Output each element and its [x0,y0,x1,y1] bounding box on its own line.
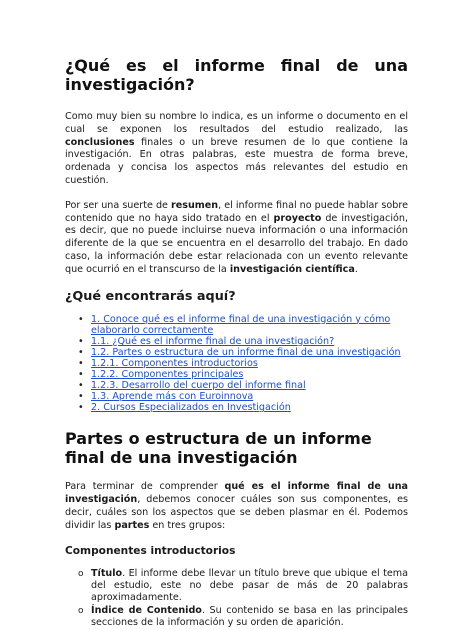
toc-item [65,402,408,413]
circle-bullet-icon: o [78,568,84,579]
intro-text: finales o un breve resumen de lo que contiene la investigación. En otras palabras, este muestra de forma breve, ordenada y concisa los aspectos más relevantes del estudio en cuestión. [65,136,408,186]
circle-bullet-icon: o [78,605,84,616]
toc-link[interactable]: 1.2.1. Componentes introductorios [91,357,258,369]
component-item [65,568,408,605]
intro-text: , el informe final no puede hablar sobre contenido que no haya sido tratado en el [65,199,408,224]
component-term: Índice de Contenido [91,604,202,616]
toc-item [65,358,408,369]
component-item [65,605,408,630]
bold-term: investigación científica [229,263,355,275]
toc-link[interactable]: 1.3. Aprende más con Euroinnova [91,391,254,403]
table-of-contents [65,314,408,414]
section-title: Partes o estructura de un informe final de una investigación [65,429,372,468]
toc-link[interactable]: 1.1. ¿Qué es el informe final de una investigación? [91,335,335,347]
component-term: Título [91,567,123,579]
intro-paragraph-2 [65,200,408,277]
bullet-icon: • [78,402,84,414]
toc-item [65,380,408,391]
toc-link[interactable]: 1. Conoce qué es el informe final de una investigación y cómo elaborarlo correctamente [91,313,391,336]
components-heading: Componentes introductorios [65,544,236,557]
section-text: Para terminar de comprender [65,481,225,493]
section-paragraph [65,481,408,532]
bold-term: conclusiones [65,136,135,148]
bullet-icon: • [78,357,84,369]
toc-item [65,314,408,336]
component-text: . Su contenido se basa en las principales secciones de la información y su orden de aparición. [91,604,408,629]
bullet-icon: • [78,391,84,403]
bullet-icon: • [78,346,84,358]
toc-heading: ¿Qué encontrarás aquí? [65,288,236,304]
toc-item [65,347,408,358]
section-text: , debemos conocer cuáles son sus componentes, es decir, cuáles son los aspectos que se deben plasmar en él. Podemos dividir las [65,494,408,531]
page-content [65,56,408,630]
intro-text: de investigación, es decir, que no puede incluirse nueva información o una información diferente de la que se encuentra en el desarrollo del trabajo. En dado caso, la información debe estar relacionada con un evento relevante que ocurrió en el transcurso de la [65,212,408,275]
bold-term: partes [114,519,150,531]
bullet-icon: • [78,313,84,325]
component-text: . El informe debe llevar un título breve que ubique el tema del estudio, este no debe pasar de más de 20 palabras aproximadamente. [91,567,408,604]
page-title: ¿Qué es el informe final de una investigación? [65,56,408,94]
bold-term: resumen [171,199,219,211]
toc-item [65,369,408,380]
bullet-icon: • [78,335,84,347]
bullet-icon: • [78,369,84,381]
intro-text: Como muy bien su nombre lo indica, es un informe o documento en el cual se exponen los resultados del estudio realizado, las [65,111,408,135]
toc-link[interactable]: 1.2.3. Desarrollo del cuerpo del informe final [91,380,306,392]
section-text: en tres grupos: [149,519,226,531]
intro-paragraph-1 [65,111,408,188]
bullet-icon: • [78,380,84,392]
toc-link[interactable]: 1.2. Partes o estructura de un informe final de una investigación [91,346,401,358]
intro-text: Por ser una suerte de [65,199,172,211]
bold-term: proyecto [273,212,322,224]
bold-term: qué es el informe final de una investigación [65,481,408,506]
components-list [65,568,408,630]
toc-link[interactable]: 1.2.2. Componentes principales [91,369,244,381]
intro-text: . [354,263,358,275]
toc-link[interactable]: 2. Cursos Especializados en Investigación [91,402,291,414]
toc-item [65,336,408,347]
toc-item [65,391,408,402]
